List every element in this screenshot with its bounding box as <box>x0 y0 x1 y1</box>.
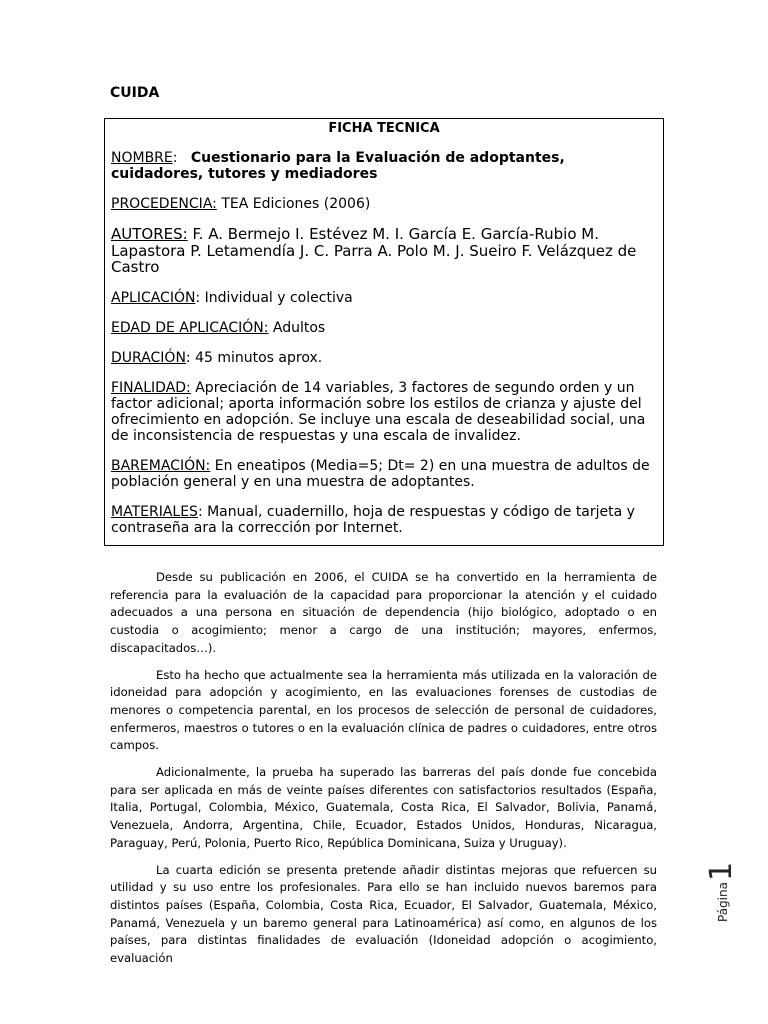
page-number: 1 <box>704 861 739 882</box>
body-paragraph: La cuarta edición se presenta pretende añadir distintas mejoras que refuercen su utilidad y su uso entre los profesionales. Para ello se han incluido nuevos baremos para distintos países (España, Colombia, Costa Rica, Ecuador, El Salvador, Guatemala, México, Panamá, Venezuela y un baremo general para Latinoamérica) así como, en algunos de los países, para distintas finalidades de evaluación (Idoneidad adopción o acogimiento, evaluación <box>110 862 657 966</box>
duracion-value: : 45 minutos aprox. <box>185 349 323 366</box>
ficha-heading: FICHA TECNICA <box>328 121 440 136</box>
duracion-label: DURACIÓN <box>111 349 186 366</box>
materiales-value: : Manual, cuadernillo, hoja de respuestas y código de tarjeta y contraseña ara la corrección por Internet. <box>111 503 635 536</box>
field-baremacion <box>111 458 657 490</box>
finalidad-value: Apreciación de 14 variables, 3 factores de segundo orden y un factor adicional; aporta información sobre los estilos de crianza y ajuste del ofrecimiento en adopción. Se incluye una escala de deseabilidad social, una de inconsistencia de respuestas y una escala de invalidez. <box>111 379 646 444</box>
field-procedencia <box>111 196 657 212</box>
materiales-label: MATERIALES <box>111 503 198 520</box>
field-edad <box>111 320 657 336</box>
nombre-label: NOMBRE <box>111 150 173 166</box>
page-number-label <box>704 862 739 922</box>
field-nombre <box>111 150 657 182</box>
field-autores <box>111 226 657 276</box>
ficha-tecnica-box <box>104 118 664 546</box>
autores-value: F. A. Bermejo I. Estévez M. I. García E. García-Rubio M. Lapastora P. Letamendía J. C. Parra A. Polo M. J. Sueiro F. Velázquez de Castro <box>111 225 637 276</box>
nombre-value: Cuestionario para la Evaluación de adoptantes, cuidadores, tutores y mediadores <box>111 150 565 182</box>
body-paragraph: Adicionalmente, la prueba ha superado las barreras del país donde fue concebida para ser aplicada en más de veinte países diferentes con satisfactorios resultados (España, Italia, Portugal, Colombia, México, Guatemala, Costa Rica, El Salvador, Bolivia, Panamá, Venezuela, Andorra, Argentina, Chile, Ecuador, Estados Unidos, Honduras, Nicaragua, Paraguay, Perú, Polonia, Puerto Rico, República Dominicana, Suiza y Uruguay). <box>110 765 657 850</box>
autores-label: AUTORES: <box>111 225 188 243</box>
field-materiales <box>111 504 657 536</box>
body-paragraph: Desde su publicación en 2006, el CUIDA se ha convertido en la herramienta de referencia para la evaluación de la capacidad para proporcionar la atención y el cuidado adecuados a una persona en situación de dependencia (hijo biológico, adoptado o en custodia o acogimiento; menor a cargo de una institución; mayores, enfermos, discapacitados…). <box>110 570 657 655</box>
field-duracion <box>111 350 657 366</box>
procedencia-value: TEA Ediciones (2006) <box>216 196 371 212</box>
nombre-separator: : <box>172 150 178 166</box>
aplicacion-label: APLICACIÓN <box>111 289 196 306</box>
edad-label: EDAD DE APLICACIÓN: <box>111 319 269 336</box>
body-text <box>110 569 657 977</box>
edad-value: Adultos <box>268 319 326 336</box>
body-paragraph: Esto ha hecho que actualmente sea la herramienta más utilizada en la valoración de idoneidad para adopción y acogimiento, en las evaluaciones forenses de custodias de menores o competencia parental, en los procesos de selección de personal de cuidadores, enfermeros, maestros o tutores o en la evaluación clínica de padres o cuidadores, entre otros campos. <box>110 667 657 753</box>
procedencia-label: PROCEDENCIA: <box>111 196 217 212</box>
page-word: Página <box>716 882 730 922</box>
finalidad-label: FINALIDAD: <box>111 379 191 396</box>
baremacion-label: BAREMACIÓN: <box>111 457 211 474</box>
aplicacion-value: : Individual y colectiva <box>195 289 353 306</box>
field-aplicacion <box>111 290 657 306</box>
document-title: CUIDA <box>110 85 160 101</box>
baremacion-value: En eneatipos (Media=5; Dt= 2) en una muestra de adultos de población general y en una muestra de adoptantes. <box>111 457 650 490</box>
field-finalidad <box>111 380 657 444</box>
